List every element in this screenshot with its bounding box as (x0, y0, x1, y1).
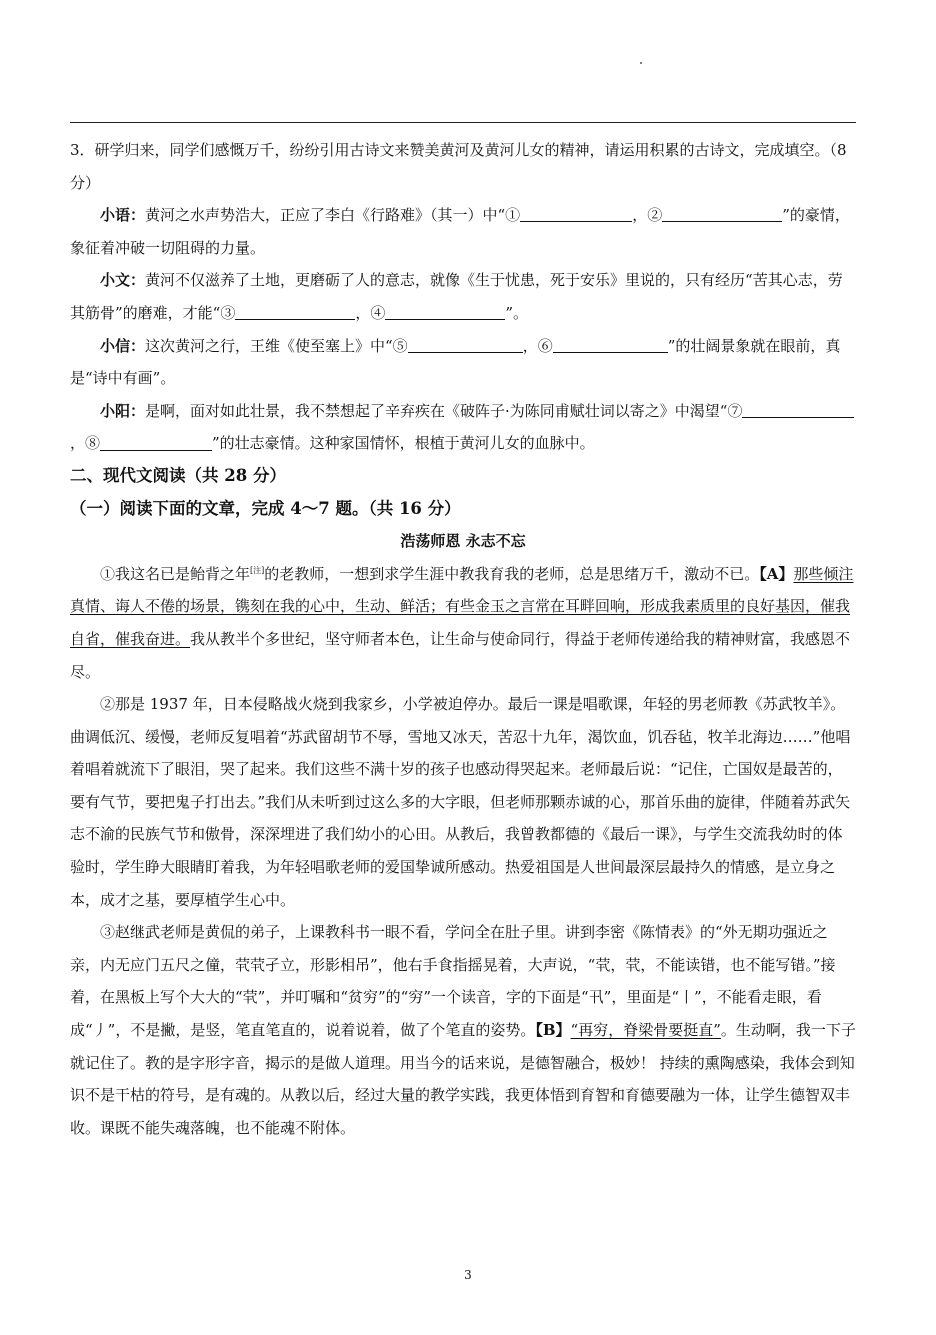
q3-text: 黄河之水声势浩大，正应了李白《行路难》（其一）中“① (145, 206, 521, 225)
q3-text: ，⑥ (522, 336, 553, 355)
article-paragraph-1 (70, 558, 856, 688)
mark-b: 【B】 (535, 1021, 571, 1040)
answer-blank-8[interactable] (100, 434, 212, 451)
article-text: ①我这名已是鲐背之年 (100, 564, 251, 583)
article-paragraph-2: ②那是 1937 年，日本侵略战火烧到我家乡，小学被迫停办。最后一课是唱歌课，年轻的男老师教《苏武牧羊》。曲调低沉、缓慢，老师反复唱着“苏武留胡节不辱，雪地又冰天，苦忍十九年，渴饮血，饥吞毡，牧羊北海边……”他唱着唱着就流下了眼泪，哭了起来。我们这些不满十岁的孩子也感动得哭起来。老师最后说：“记住，亡国奴是最苦的，要有气节，要把鬼子打出去。”我们从未听到过这么多的大字眼，但老师那颗赤诚的心，那首乐曲的旋律，伴随着苏武矢志不渝的民族气节和傲骨，深深埋进了我们幼小的心田。从教后，我曾教都德的《最后一课》，与学生交流我幼时的体验时，学生睁大眼睛盯着我，为年轻唱歌老师的爱国挚诚所感动。热爱祖国是人世间最深层最持久的情感，是立身之本，成才之基，要厚植学生心中。 (70, 695, 851, 909)
subsection-heading: （一）阅读下面的文章，完成 4～7 题。（共 16 分） (70, 498, 461, 518)
footnote-marker: [注] (250, 565, 265, 575)
q3-text: ”的壮阔景象就在眼前，真是“诗中有画”。 (70, 336, 841, 388)
answer-blank-2[interactable] (662, 206, 770, 223)
q3-xiaoyu (70, 199, 856, 264)
q3-text: 黄河不仅滋养了土地，更磨砺了人的意志，就像《生于忧患，死于安乐》里说的，只有经历“苦其心志，劳其筋骨”的磨难，才能“③ (70, 271, 843, 322)
page-number: 3 (464, 1268, 472, 1282)
answer-blank-3[interactable] (235, 303, 355, 320)
q3-text: ，④ (355, 303, 386, 322)
underlined-sentence-a: 那些倾注真情、诲人不倦的场景，镌刻在我的心中，生动、鲜活；有些金玉之言常在耳畔回响，形成我素质里的良好基因，催我自省，催我奋进。 (70, 564, 854, 648)
speaker-name: 小语： (100, 206, 146, 225)
answer-blank-4[interactable] (385, 303, 505, 320)
q3-xiaoyang (70, 395, 856, 460)
section-heading: 二、现代文阅读（共 28 分） (70, 465, 286, 485)
answer-blank-5[interactable] (408, 336, 523, 353)
article-title: 浩荡师恩 永志不忘 (400, 532, 526, 551)
article-text: ③赵继武老师是黄侃的弟子，上课教科书一眼不看，学问全在肚子里。讲到李密《陈情表》的“外无期功强近之亲，内无应门五尺之僮，茕茕孑立，形影相吊”，他右手食指摇晃着，大声说，“茕，茕，不能读错，也不能写错。”接着，在黑板上写个大大的“茕”，并叮嘱和“贫穷”的“穷”一个读音，字的下面是“卂”，里面是“丨”，不能看走眼，看成“丿”，不是撇，是竖，笔直笔直的，说着说着，做了个笔直的姿势。 (70, 923, 836, 1040)
q3-text: ”。 (505, 303, 529, 322)
article-text: 。生动啊，我一下子就记住了。教的是字形字音，揭示的是做人道理。用当今的话来说，是德智融合，极妙！ 持续的熏陶感染，我体会到知识不是干枯的符号，是有魂的。从教以后，经过大量的教学实践，我更体悟到育智和育德要融为一体，让学生德智双丰收。课既不能失魂落魄，也不能魂不附体。 (70, 1021, 856, 1137)
header-rule (70, 122, 856, 123)
q3-stem: 3．研学归来，同学们感慨万千，纷纷引用古诗文来赞美黄河及黄河儿女的精神，请运用积累的古诗文，完成填空。（8分） (70, 141, 847, 192)
underlined-sentence-b: “再穷，脊梁骨要挺直” (570, 1021, 721, 1040)
q3-text: 这次黄河之行，王维《使至塞上》中“⑤ (145, 336, 408, 355)
speaker-name: 小阳： (100, 401, 146, 420)
article-paragraph-3 (70, 916, 856, 1144)
answer-blank-6[interactable] (553, 336, 668, 353)
mark-a: 【A】 (759, 564, 794, 583)
answer-blank-1[interactable] (520, 206, 632, 223)
q3-text: 是啊，面对如此壮景，我不禁想起了辛弃疾在《破阵子·为陈同甫赋壮词以寄之》中渴望“⑦ (145, 401, 743, 420)
speaker-name: 小文： (100, 271, 146, 290)
speaker-name: 小信： (100, 336, 146, 355)
exam-page (70, 134, 856, 1144)
q3-text: ”的豪情，象征着冲破一切阻碍的力量。 (70, 206, 850, 257)
q3-xiaoxin (70, 330, 856, 395)
q3-text: ”的壮志豪情。这种家国情怀，根植于黄河儿女的血脉中。 (212, 434, 595, 453)
answer-blank-2-cont[interactable] (770, 206, 782, 223)
answer-blank-7[interactable] (742, 401, 854, 418)
q3-xiaowen (70, 264, 856, 329)
header-dot (640, 62, 642, 64)
q3-text: ，⑧ (70, 434, 101, 453)
article-text: 我从教半个多世纪，坚守师者本色，让生命与使命同行，得益于老师传递给我的精神财富，我感恩不尽。 (70, 629, 851, 681)
article-text: 的老教师，一想到求学生涯中教我育我的老师，总是思绪万千，激动不已。 (264, 564, 760, 583)
q3-text: ，② (632, 206, 663, 225)
